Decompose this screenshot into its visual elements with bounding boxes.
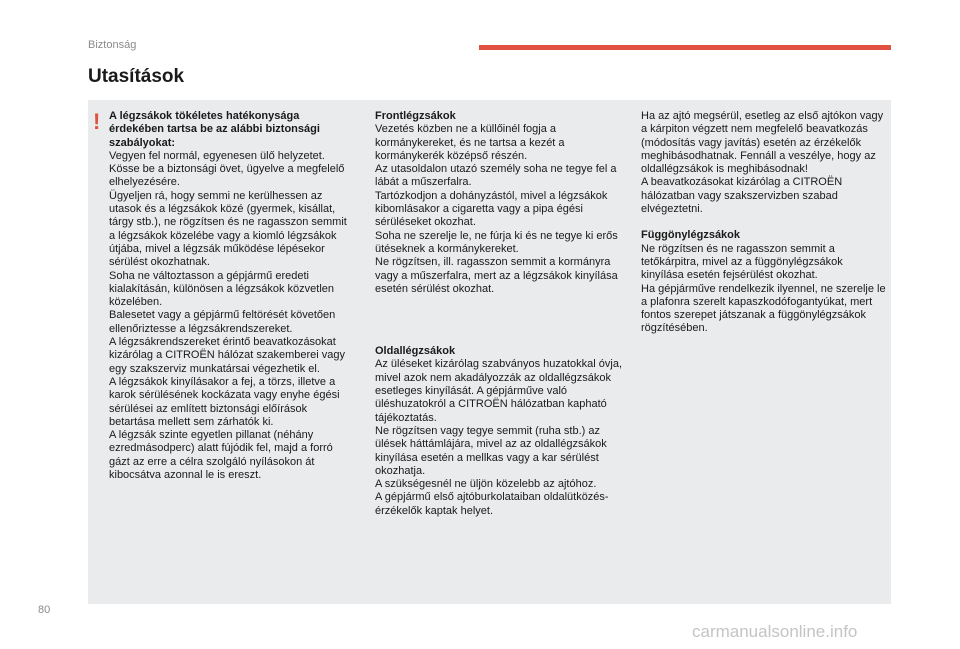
instructions-panel: [88, 100, 891, 604]
page-number: 80: [38, 604, 51, 616]
general-rules-body: Vegyen fel normál, egyenesen ülő helyzetet. Kösse be a biztonsági övet, ügyelve a megfelelő elhelyezésére. Ügyeljen rá, hogy semmi ne kerülhessen az utasok és a légzsákok közé (gyermek, kisállat, tárgy stb.), ne rögzítsen és ne ragasszon semmit a légzsákok közelébe vagy a kiomló légzsákok útjába, mivel a légzsák működése lépésekor sérülést okozhatnak. Soha ne változtasson a gépjármű eredeti kialakításán, különösen a légzsákok közvetlen közelében. Balesetet vagy a gépjármű feltörését követően ellenőriztesse a légzsákrendszereket. A légzsákrendszereket érintő beavatkozásokat kizárólag a CITROËN hálózat szakemberei vagy egy szakszerviz munkatársai végezhetik el. A légzsákok kinyílásakor a fej, a törzs, illetve a karok sérülésének kockázata vagy enyhe égési sérülései az említett biztonsági előírások betartása mellett sem zárhatók ki. A légzsák szinte egyetlen pillanat (néhány ezredmásodperc) alatt fújódik fel, majd a forró gázt az erre a célra szolgáló nyílásokon át kibocsátva azonnal le is ereszt.: [109, 149, 347, 482]
column-curtain: [641, 110, 888, 336]
watermark: carmanualsonline.info: [692, 622, 858, 641]
exclamation-warning-icon: !: [93, 109, 101, 134]
column-general-rules: [109, 110, 355, 482]
section-label: Biztonság: [88, 39, 137, 51]
general-rules-heading: A légzsákok tökéletes hatékonysága érdekében tartsa be az alábbi biztonsági szabályokat:: [109, 110, 320, 149]
frontal-airbags-body: Vezetés közben ne a küllőinél fogja a kormánykereket, és ne tartsa a kezét a kormánykerék középső részén. Az utasoldalon utazó személy soha ne tegye fel a lábát a műszerfalra. Tartózkodjon a dohányzástól, mivel a légzsákok kibomlásakor a cigaretta vagy a pipa égési sérüléseket okozhat. Soha ne szerelje le, ne fúrja ki és ne tegye ki erős ütéseknek a kormánykereket. Ne rögzítsen, ill. ragasszon semmit a kormányra vagy a műszerfalra, mert az a légzsákok kinyílása esetén sérülést okozhat.: [375, 123, 618, 295]
side-airbags-heading: Oldallégzsákok: [375, 345, 456, 358]
door-sensor-body: Ha az ajtó megsérül, esetleg az első ajtókon vagy a kárpiton végzett nem megfelelő beavatkozás (módosítás vagy javítás) esetén az érzékelők meghibásodhatnak. Fennáll a veszélye, hogy az oldallégzsákok is meghibásodnak! A beavatkozásokat kizárólag a CITROËN hálózatban vagy szakszervizben szabad elvégeztetni.: [641, 110, 884, 216]
column-frontal-side: [375, 110, 623, 518]
side-airbags-body: Az üléseket kizárólag szabványos huzatokkal óvja, mivel azok nem akadályozzák az oldallégzsákok esetleges kinyílását. A gépjárműve való üléshuzatokról a CITROËN hálózatban kapható tájékoztatás. Ne rögzítsen vagy tegye semmit (ruha stb.) az ülések háttámlájára, mivel az az oldallégzsákok kinyílása esetén a mellkas vagy a kar sérülést okozhatja. A szükségesnél ne üljön közelebb az ajtóhoz. A gépjármű első ajtóburkolataiban oldalütközés-érzékelők kaptak helyet.: [375, 358, 623, 517]
page-title: Utasítások: [88, 66, 185, 87]
frontal-airbags-heading: Frontlégzsákok: [375, 110, 456, 122]
accent-bar: [479, 45, 891, 50]
curtain-airbags-heading: Függönylégzsákok: [641, 229, 741, 242]
curtain-airbags-body: Ne rögzítsen és ne ragasszon semmit a tetőkárpitra, mivel az a függönylégzsákok kinyílása esetén fejsérülést okozhat. Ha gépjárműve rendelkezik ilyennel, ne szerelje le a plafonra szerelt kapaszkodófogantyúkat, mert fontos szerepet játszanak a függönylégzsákok rögzítésében.: [641, 242, 886, 335]
